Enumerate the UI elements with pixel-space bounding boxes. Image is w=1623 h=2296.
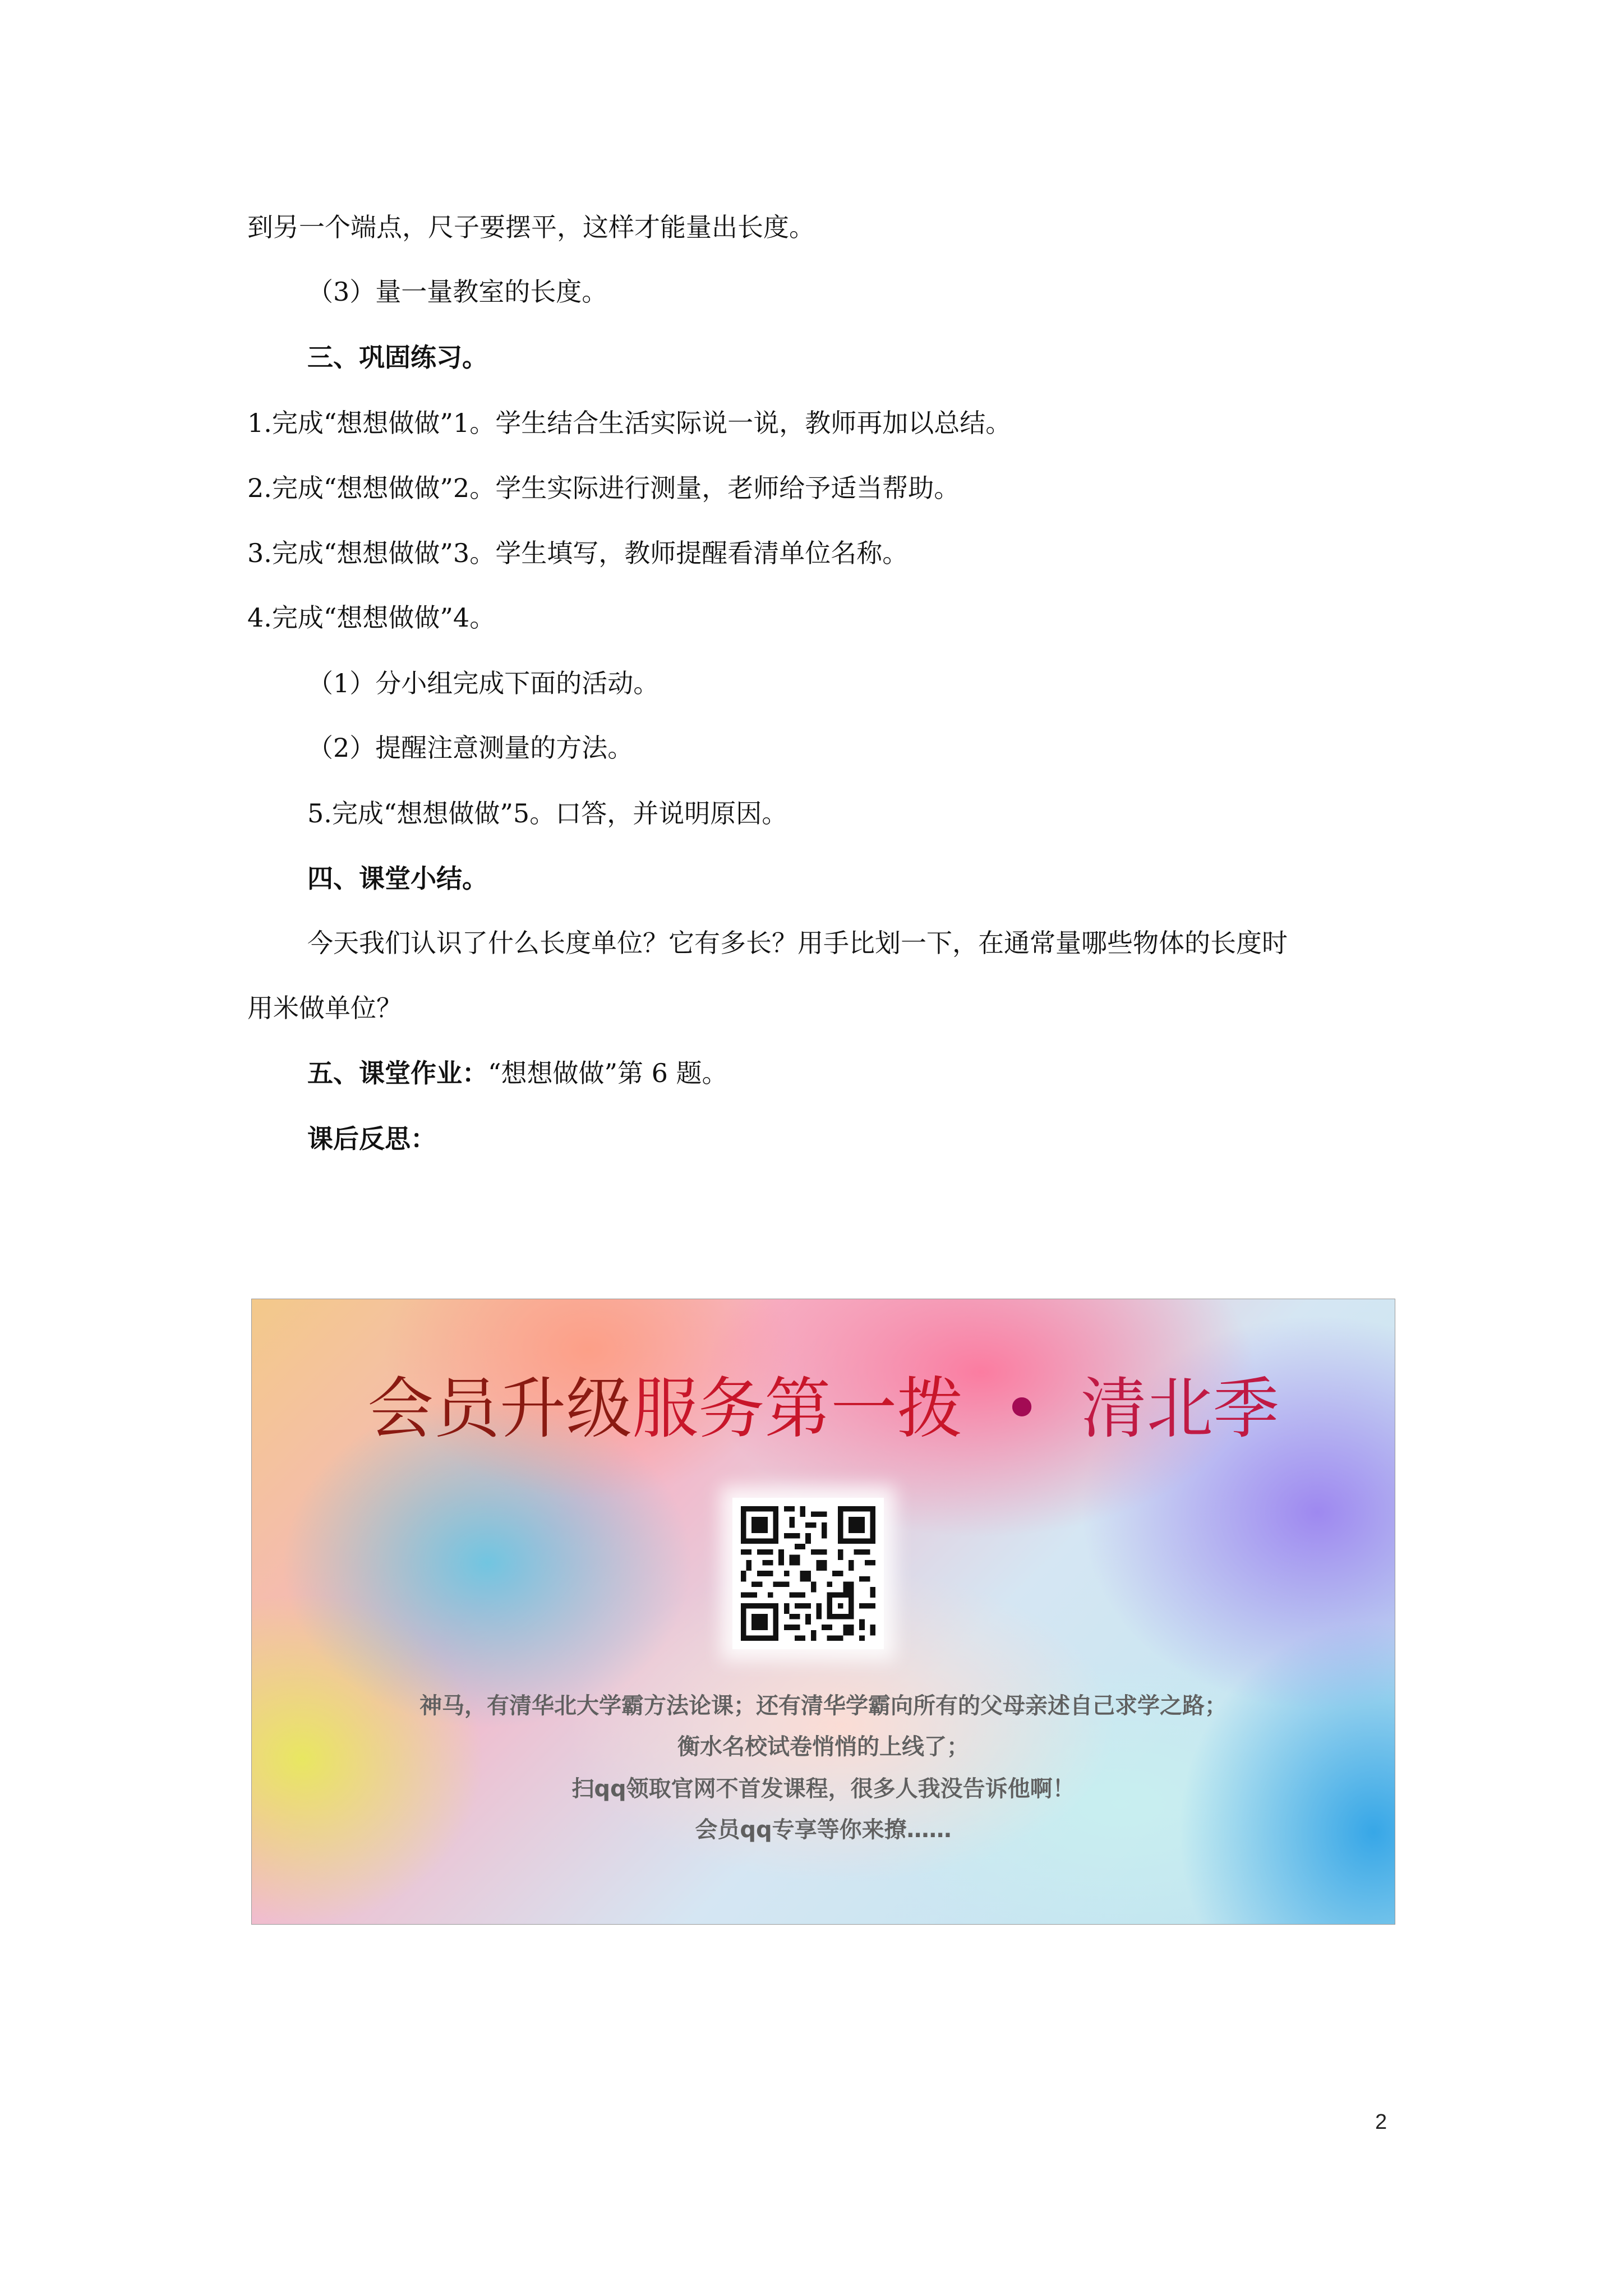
text-line: 5.完成“想想做做”5。口答，并说明原因。 <box>307 798 788 829</box>
promo-text-line: 会员qq专享等你来撩…… <box>695 1817 952 1843</box>
section-heading: 五、课堂作业： <box>307 1058 488 1088</box>
banner-title-part2: 服务第一拨 <box>632 1370 963 1447</box>
banner-title <box>252 1369 1395 1448</box>
banner-title-part1: 会员升级 <box>367 1370 633 1447</box>
qr-code-icon <box>732 1498 884 1649</box>
text-line: 用米做单位？ <box>247 993 402 1023</box>
promo-banner <box>251 1299 1395 1925</box>
section-heading: 课后反思： <box>307 1124 436 1154</box>
section-heading: 四、课堂小结。 <box>307 863 488 894</box>
banner-title-part3: 清北季 <box>1080 1370 1279 1447</box>
text-line: 3.完成“想想做做”3。学生填写，教师提醒看清单位名称。 <box>247 538 909 568</box>
section-heading: 三、巩固练习。 <box>307 342 488 372</box>
section-heading-line <box>307 1056 728 1090</box>
text-line: 4.完成“想想做做”4。 <box>247 602 496 633</box>
promo-text-line: 扫qq领取官网不首发课程，很多人我没告诉他啊！ <box>571 1776 1075 1802</box>
promo-text-line: 神马，有清华北大学霸方法论课；还有清华学霸向所有的父母亲述自己求学之路； <box>419 1693 1227 1719</box>
promo-text-line: 衡水名校试卷悄悄的上线了； <box>677 1734 969 1760</box>
page-number: 2 <box>1375 2110 1387 2134</box>
text-line: （3）量一量教室的长度。 <box>307 277 608 307</box>
banner-title-dot: • <box>1002 1370 1041 1447</box>
text-line: 到另一个端点，尺子要摆平，这样才能量出长度。 <box>247 212 815 242</box>
text-line: 今天我们认识了什么长度单位？它有多长？用手比划一下，在通常量哪些物体的长度时 <box>307 928 1288 958</box>
text-line: 2.完成“想想做做”2。学生实际进行测量，老师给予适当帮助。 <box>247 473 960 503</box>
text-line: （2）提醒注意测量的方法。 <box>307 733 634 763</box>
text-line: 1.完成“想想做做”1。学生结合生活实际说一说，教师再加以总结。 <box>247 408 1012 438</box>
text-line: （1）分小组完成下面的活动。 <box>307 668 660 698</box>
text-line: “想想做做”第 6 题。 <box>488 1058 728 1088</box>
